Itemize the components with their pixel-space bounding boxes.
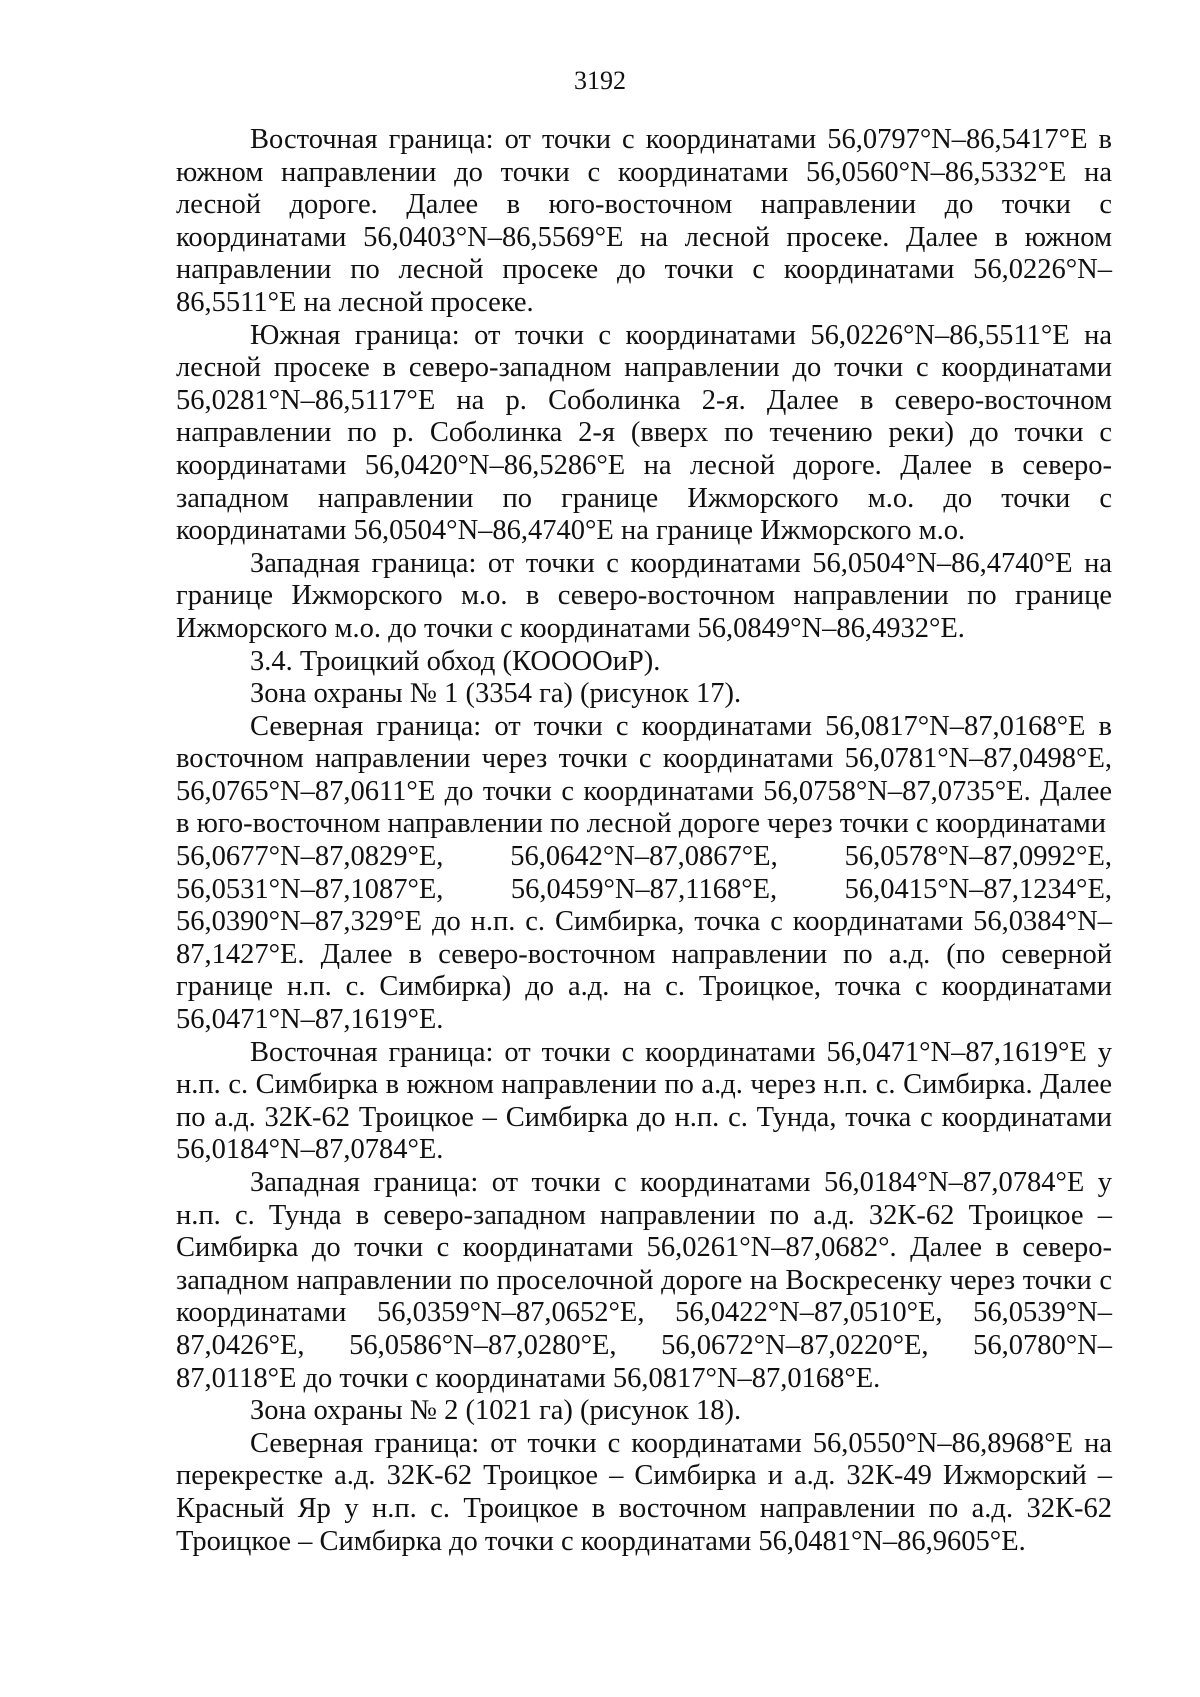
zone-heading-2: Зона охраны № 2 (1021 га) (рисунок 18). (250, 1395, 742, 1427)
coordinate: 56,0578°N–87,0992°E, (844, 841, 1112, 873)
coordinate: 56,0642°N–87,0867°E, (510, 841, 778, 873)
paragraph-north-border-zone-1: Северная граница: от точки с координатами 56,0817°N–87,0168°E в восточном направлении через точки с координатами 56,0781°N–87,0498°E, 56,0765°N–87,0611°E до точки с координатами 56,0758°N–87,0735°E. Далее в юго-восточном направлении по лесной дороге через точки с координатами (176, 710, 1112, 840)
page-number: 3192 (574, 66, 626, 95)
coordinate: 56,0677°N–87,0829°E, (176, 841, 444, 873)
coordinates-row (176, 874, 1112, 907)
paragraph-east-border: Восточная граница: от точки с координатами 56,0797°N–86,5417°E в южном направлении до точки с координатами 56,0560°N–86,5332°E на лесной дороге. Далее в юго-восточном направлении до точки с координатами 56,0403°N–86,5569°E на лесной просеке. Далее в южном направлении по лесной просеке до точки с координатами 56,0226°N–86,5511°E на лесной просеке. (176, 124, 1112, 318)
coordinate: 56,0459°N–87,1168°E, (510, 873, 778, 905)
paragraph-east-border-zone-1: Восточная граница: от точки с координатами 56,0471°N–87,1619°E у н.п. с. Симбирка в южном направлении по а.д. через н.п. с. Симбирка. Далее по а.д. 32К-62 Троицкое – Симбирка до н.п. с. Тунда, точка с координатами 56,0184°N–87,0784°E. (176, 1036, 1112, 1166)
paragraph-north-border-continued: 56,0390°N–87,329°E до н.п. с. Симбирка, точка с координатами 56,0384°N–87,1427°E. Далее в северо-восточном направлении по а.д. (по северной границе н.п. с. Симбирка) до а.д. на с. Троицкое, точка с координатами 56,0471°N–87,1619°E. (176, 906, 1112, 1036)
paragraph-south-border: Южная граница: от точки с координатами 56,0226°N–86,5511°E на лесной просеке в северо-западном направлении до точки с координатами 56,0281°N–86,5117°E на р. Соболинка 2-я. Далее в северо-восточном направлении по р. Соболинка 2-я (вверх по течению реки) до точки с координатами 56,0420°N–86,5286°E на лесной дороге. Далее в северо-западном направлении по границе Ижморского м.о. до точки с координатами 56,0504°N–86,4740°E на границе Ижморского м.о. (176, 319, 1112, 547)
paragraph-west-border-zone-1: Западная граница: от точки с координатами 56,0184°N–87,0784°E у н.п. с. Тунда в северо-западном направлении по а.д. 32К-62 Троицкое – Симбирка до точки с координатами 56,0261°N–87,0682°. Далее в северо-западном направлении по проселочной дороге на Воскресенку через точки с координатами 56,0359°N–87,0652°E, 56,0422°N–87,0510°E, 56,0539°N–87,0426°E, 56,0586°N–87,0280°E, 56,0672°N–87,0220°E, 56,0780°N–87,0118°E до точки с координатами 56,0817°N–87,0168°E. (176, 1167, 1112, 1394)
coordinates-row (176, 841, 1112, 874)
paragraph-west-border: Западная граница: от точки с координатами 56,0504°N–86,4740°E на границе Ижморского м.о. в северо-восточном направлении по границе Ижморского м.о. до точки с координатами 56,0849°N–86,4932°E. (176, 547, 1112, 644)
zone-heading-1: Зона охраны № 1 (3354 га) (рисунок 17). (250, 678, 742, 710)
coordinate: 56,0531°N–87,1087°E, (176, 873, 444, 905)
document-body (176, 124, 1112, 1558)
coordinate: 56,0415°N–87,1234°E, (844, 873, 1112, 905)
section-heading: 3.4. Троицкий обход (КОООOиР). (250, 645, 661, 677)
paragraph-north-border-zone-2: Северная граница: от точки с координатами 56,0550°N–86,8968°E на перекрестке а.д. 32К-62 Троицкое – Симбирка и а.д. 32К-49 Ижморский – Красный Яр у н.п. с. Троицкое в восточном направлении по а.д. 32К-62 Троицкое – Симбирка до точки с координатами 56,0481°N–86,9605°E. (176, 1427, 1112, 1557)
